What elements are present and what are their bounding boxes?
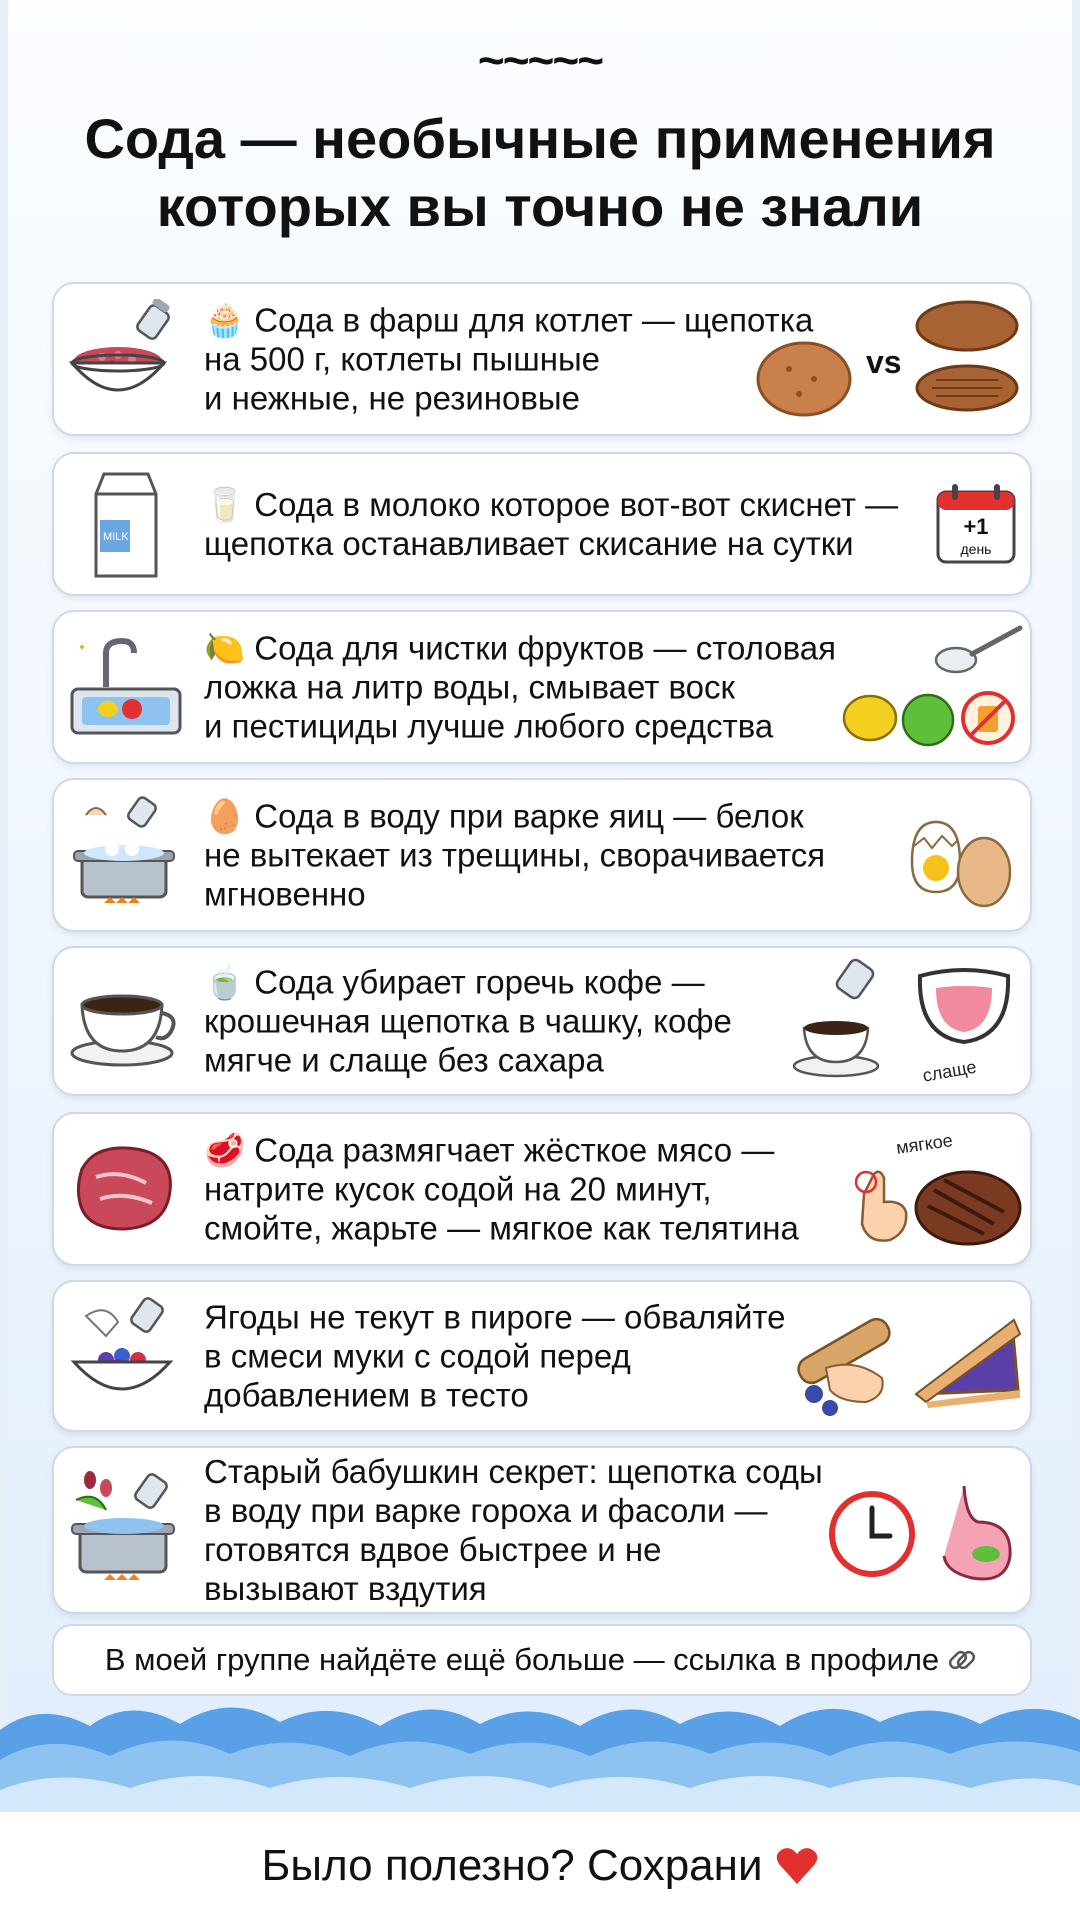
tip-card-milk — [52, 452, 1032, 596]
tip-text: 🥛 Сода в молоко которое вот-вот скиснет — щепотка останавливает скисание на сутки — [204, 486, 899, 562]
grilled-steak-icon — [916, 1172, 1020, 1244]
lemon-icon — [844, 696, 896, 740]
rolling-pin-icon — [794, 1315, 894, 1416]
svg-text:день: день — [960, 541, 992, 557]
soda-and-cup-icon — [790, 956, 900, 1086]
title-line-1: Сода — необычные применения — [84, 107, 996, 170]
save-prompt — [0, 1812, 1080, 1920]
svg-text:MILK: MILK — [103, 531, 129, 543]
mouth-tongue-icon — [906, 958, 1024, 1086]
page-title — [20, 105, 1060, 241]
tip-text: 🍵 Сода убирает горечь кофе — крошечная щепотка в чашку, кофе мягче и слаще без сахара — [204, 963, 732, 1079]
link-icon — [945, 1643, 979, 1677]
tip-card-meat — [52, 1112, 1032, 1266]
group-link-banner[interactable] — [52, 1624, 1032, 1696]
tip-card-coffee — [52, 946, 1032, 1096]
tip-text: 🥚 Сода в воду при варке яиц — белок не вытекает из трещины, сворачивается мгновенно — [204, 797, 826, 913]
raw-steak-icon — [66, 1129, 186, 1249]
coffee-cup-icon — [66, 961, 186, 1081]
calendar-icon — [934, 482, 1018, 566]
tip-card-fruit-washing — [52, 610, 1032, 764]
tip-card-minced-meat — [52, 282, 1032, 436]
left-frame — [0, 0, 8, 1920]
sink-with-fruit-icon — [66, 627, 186, 747]
tip-card-berries — [52, 1280, 1032, 1432]
eggs-icon — [906, 802, 1018, 912]
apple-icon — [903, 695, 953, 745]
svg-text:+1: +1 — [963, 514, 989, 539]
fluffy-patty-icon — [754, 339, 854, 419]
save-prompt-text: Было полезно? Сохрани — [261, 1841, 763, 1890]
tip-card-eggs — [52, 778, 1032, 932]
milk-carton-icon — [66, 464, 186, 584]
tip-card-beans — [52, 1446, 1032, 1614]
tip-text: 🥩 Сода размягчает жёсткое мясо — натрите кусок содой на 20 минут, смойте, жарьте — мягкое как телятина — [204, 1131, 799, 1247]
tip-text: Ягоды не текут в пироге — обваляйте в смеси муки с содой перед добавлением в тесто — [204, 1298, 786, 1414]
spoon-icon — [934, 620, 1024, 676]
berry-bowl-icon — [66, 1296, 186, 1416]
egg-pot-icon — [66, 795, 186, 915]
versus-label: vs — [866, 344, 902, 380]
clouds-decoration — [0, 1690, 1080, 1820]
tip-text: 🧁 Сода в фарш для котлет — щепотка на 500 г, котлеты пышные и нежные, не резиновые — [204, 301, 814, 417]
minced-meat-bowl-icon — [66, 299, 186, 419]
pie-slice-icon — [916, 1320, 1020, 1408]
group-link-text: В моей группе найдёте ещё больше — ссылка в профиле — [104, 1642, 940, 1677]
right-frame — [1072, 0, 1080, 1920]
stomach-icon — [944, 1486, 1010, 1579]
heart-icon — [775, 1846, 819, 1886]
svg-text:слаще: слаще — [921, 1056, 978, 1086]
tip-text: Старый бабушкин секрет: щепотка соды в воду при варке гороха и фасоли — готовятся вдвое быстрее и не вызывают вздутия — [204, 1453, 823, 1607]
flat-patties-icon — [912, 296, 1022, 420]
soft-label: мягкое — [894, 1130, 954, 1158]
header-decoration: ~~~~~ — [477, 34, 603, 86]
pointing-hand-icon — [856, 1172, 906, 1241]
no-pesticide-icon — [963, 693, 1013, 743]
clock-icon — [832, 1494, 912, 1574]
title-line-2: которых вы точно не знали — [156, 175, 924, 238]
bean-pot-icon — [66, 1470, 186, 1590]
tip-text: 🍋 Сода для чистки фруктов — столовая ложка на литр воды, смывает воск и пестициды лучше любого средства — [204, 629, 836, 745]
